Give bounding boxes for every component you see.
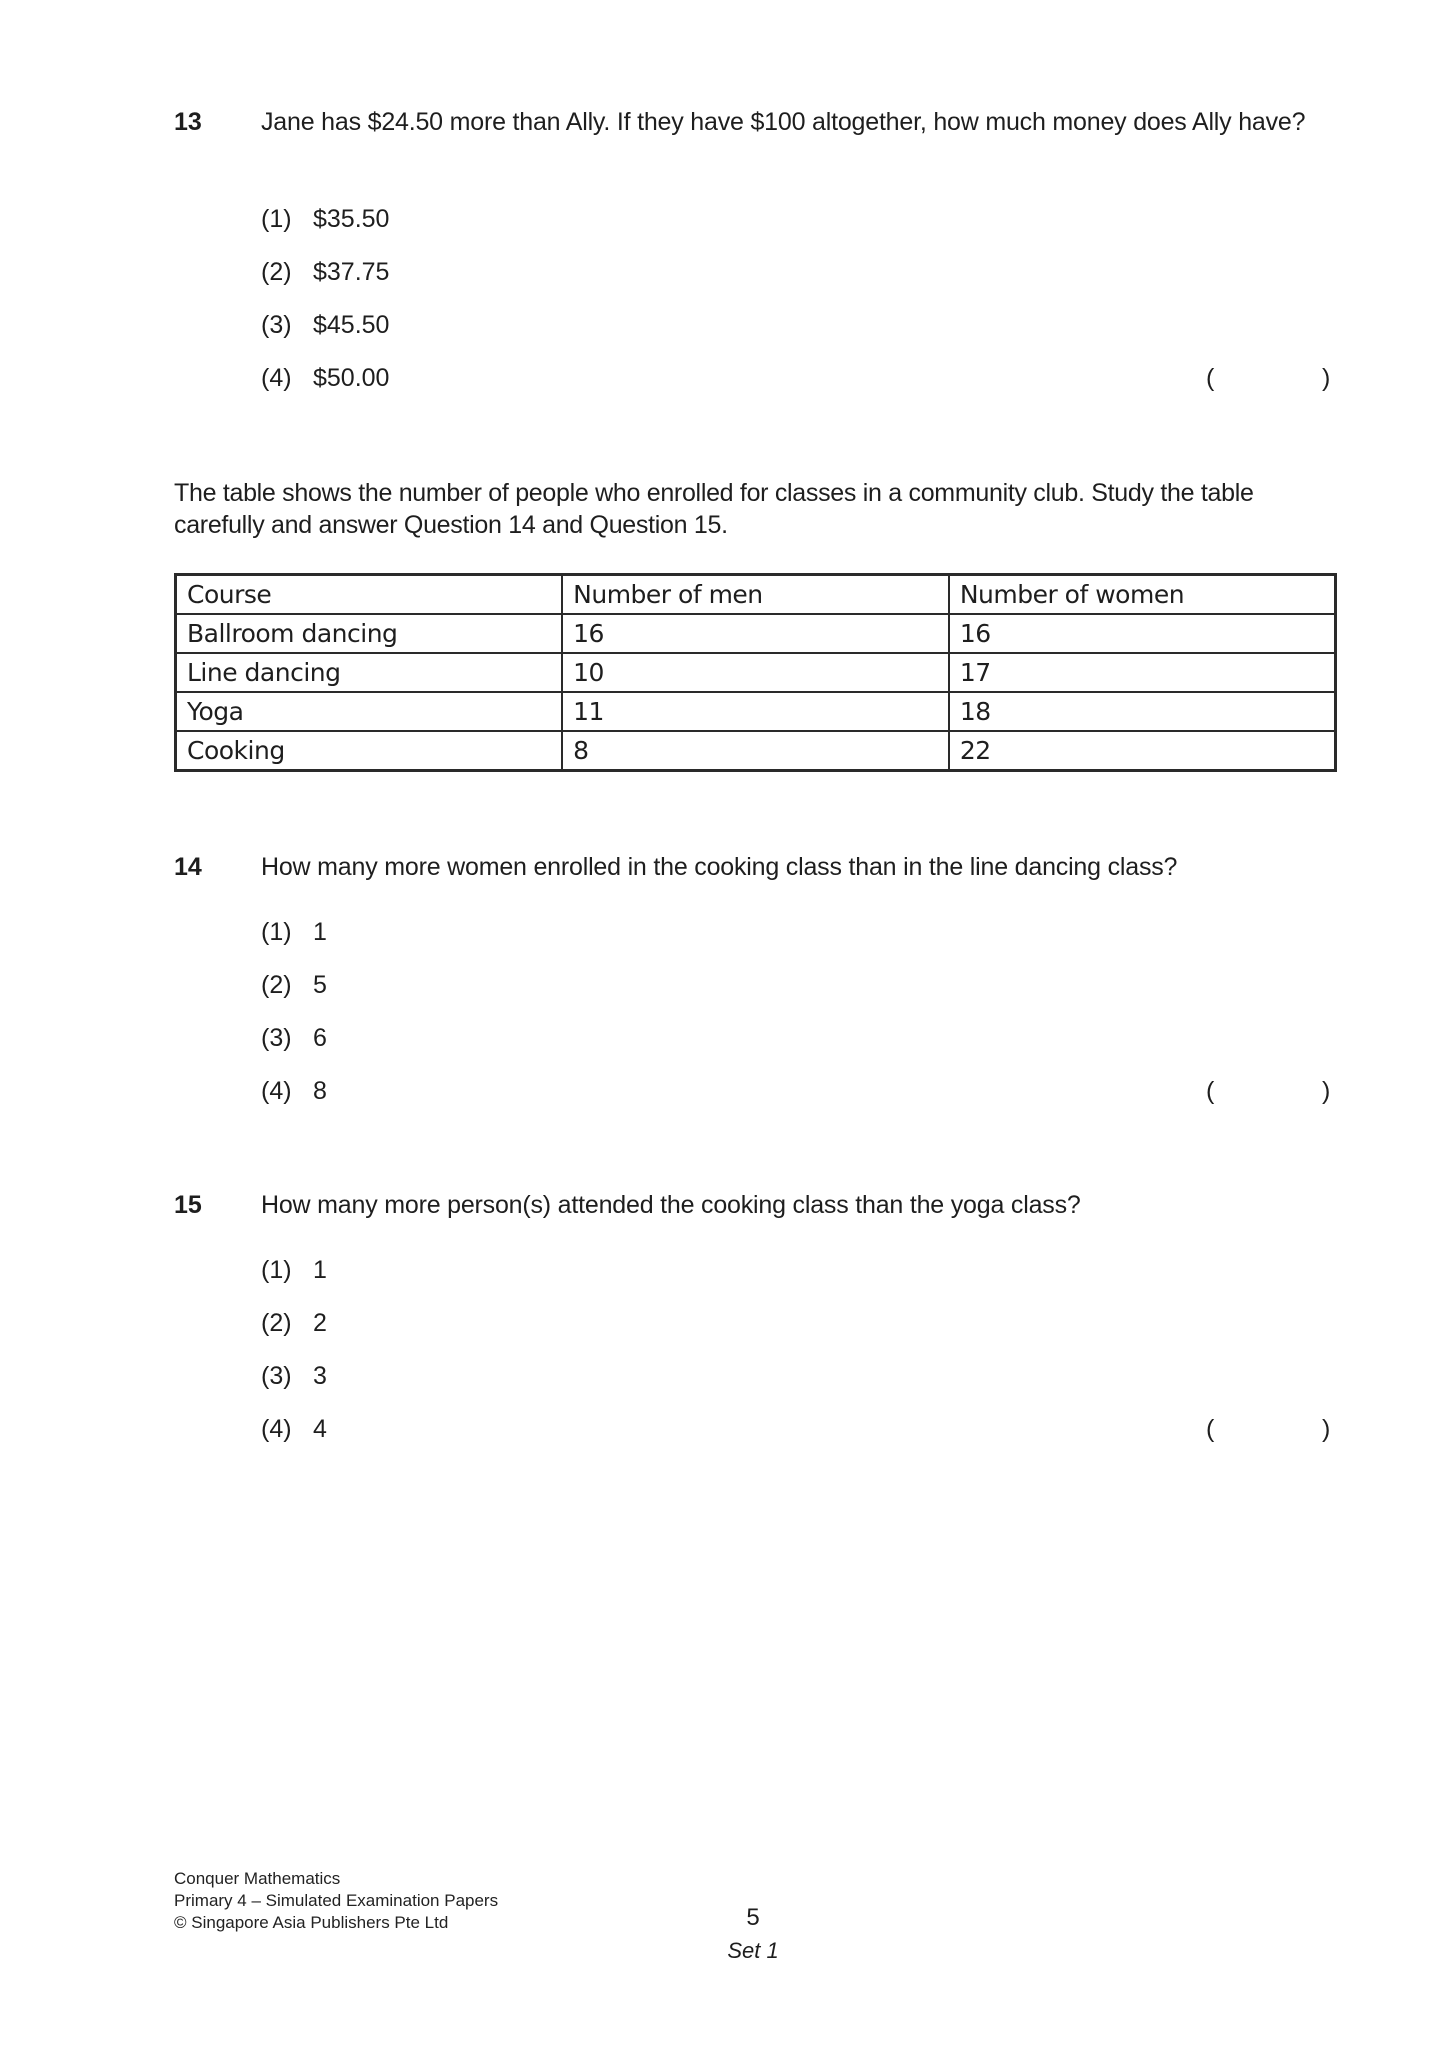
option-label: (4) (261, 1077, 292, 1105)
option-label: (4) (261, 364, 292, 392)
question-14-option-3[interactable] (261, 1024, 327, 1053)
table-intro-text: The table shows the number of people who enrolled for classes in a community club. Study the table carefully and answer Question 14 and Question 15. (174, 479, 1254, 539)
option-value: $37.75 (313, 258, 390, 286)
table-header-cell: Course (176, 575, 563, 615)
table-cell: Yoga (176, 692, 563, 731)
question-14-answer-box[interactable] (1222, 1073, 1320, 1109)
footer-publisher-info (174, 1868, 498, 1934)
question-13-number: 13 (174, 108, 202, 136)
option-label: (1) (261, 1256, 292, 1284)
question-15-answer-close-paren: ) (1322, 1415, 1331, 1443)
question-14-number: 14 (174, 853, 202, 881)
table-cell: Ballroom dancing (176, 614, 563, 653)
option-label: (3) (261, 1362, 292, 1390)
table-cell: 16 (562, 614, 949, 653)
footer-book-title: Conquer Mathematics (174, 1869, 341, 1888)
option-value: 2 (313, 1309, 327, 1337)
question-14-option-2[interactable] (261, 971, 327, 1000)
table-row (176, 653, 1336, 692)
option-label: (2) (261, 258, 292, 286)
question-15-option-1[interactable] (261, 1256, 327, 1285)
question-15-number: 15 (174, 1191, 202, 1219)
question-13-option-4[interactable] (261, 364, 389, 393)
question-15-text: How many more person(s) attended the cooking class than the yoga class? (261, 1191, 1081, 1219)
question-14-text: How many more women enrolled in the cooking class than in the line dancing class? (261, 853, 1178, 881)
option-label: (3) (261, 311, 292, 339)
option-value: 6 (313, 1024, 327, 1052)
option-value: 4 (313, 1415, 327, 1443)
set-label: Set 1 (727, 1938, 779, 1963)
question-14-answer-close-paren: ) (1322, 1077, 1331, 1105)
table-cell: 22 (949, 731, 1336, 771)
table-row (176, 614, 1336, 653)
footer-copyright: © Singapore Asia Publishers Pte Ltd (174, 1913, 449, 1932)
table-cell: 16 (949, 614, 1336, 653)
question-15-option-2[interactable] (261, 1309, 327, 1338)
option-value: 3 (313, 1362, 327, 1390)
option-label: (2) (261, 1309, 292, 1337)
table-cell: 8 (562, 731, 949, 771)
option-value: 1 (313, 1256, 327, 1284)
table-cell: 18 (949, 692, 1336, 731)
option-value: 8 (313, 1077, 327, 1105)
table-cell: 17 (949, 653, 1336, 692)
table-cell: Cooking (176, 731, 563, 771)
question-13-option-1[interactable] (261, 205, 389, 234)
table-header-row (176, 575, 1336, 615)
question-13-answer-open-paren: ( (1206, 364, 1215, 392)
option-label: (3) (261, 1024, 292, 1052)
question-14-option-1[interactable] (261, 918, 327, 947)
question-13-answer-box[interactable] (1222, 360, 1320, 396)
page-number: 5 (746, 1904, 760, 1931)
table-row (176, 692, 1336, 731)
option-label: (2) (261, 971, 292, 999)
option-value: 5 (313, 971, 327, 999)
question-13-answer-close-paren: ) (1322, 364, 1331, 392)
option-label: (4) (261, 1415, 292, 1443)
question-15-answer-box[interactable] (1222, 1411, 1320, 1447)
table-cell: 10 (562, 653, 949, 692)
question-14-answer-open-paren: ( (1206, 1077, 1215, 1105)
table-row (176, 731, 1336, 771)
question-13-text: Jane has $24.50 more than Ally. If they have $100 altogether, how much money does Ally have? (261, 108, 1306, 136)
question-15-option-3[interactable] (261, 1362, 327, 1391)
option-label: (1) (261, 205, 292, 233)
table-header-cell: Number of women (949, 575, 1336, 615)
footer-book-subtitle: Primary 4 – Simulated Examination Papers (174, 1891, 499, 1910)
option-label: (1) (261, 918, 292, 946)
question-13-option-3[interactable] (261, 311, 389, 340)
table-cell: 11 (562, 692, 949, 731)
option-value: 1 (313, 918, 327, 946)
question-15-option-4[interactable] (261, 1415, 327, 1444)
table-cell: Line dancing (176, 653, 563, 692)
table-header-cell: Number of men (562, 575, 949, 615)
question-15-answer-open-paren: ( (1206, 1415, 1215, 1443)
option-value: $45.50 (313, 311, 390, 339)
option-value: $50.00 (313, 364, 390, 392)
enrollment-table (174, 573, 1337, 772)
question-14-option-4[interactable] (261, 1077, 327, 1106)
question-13-option-2[interactable] (261, 258, 389, 287)
option-value: $35.50 (313, 205, 390, 233)
